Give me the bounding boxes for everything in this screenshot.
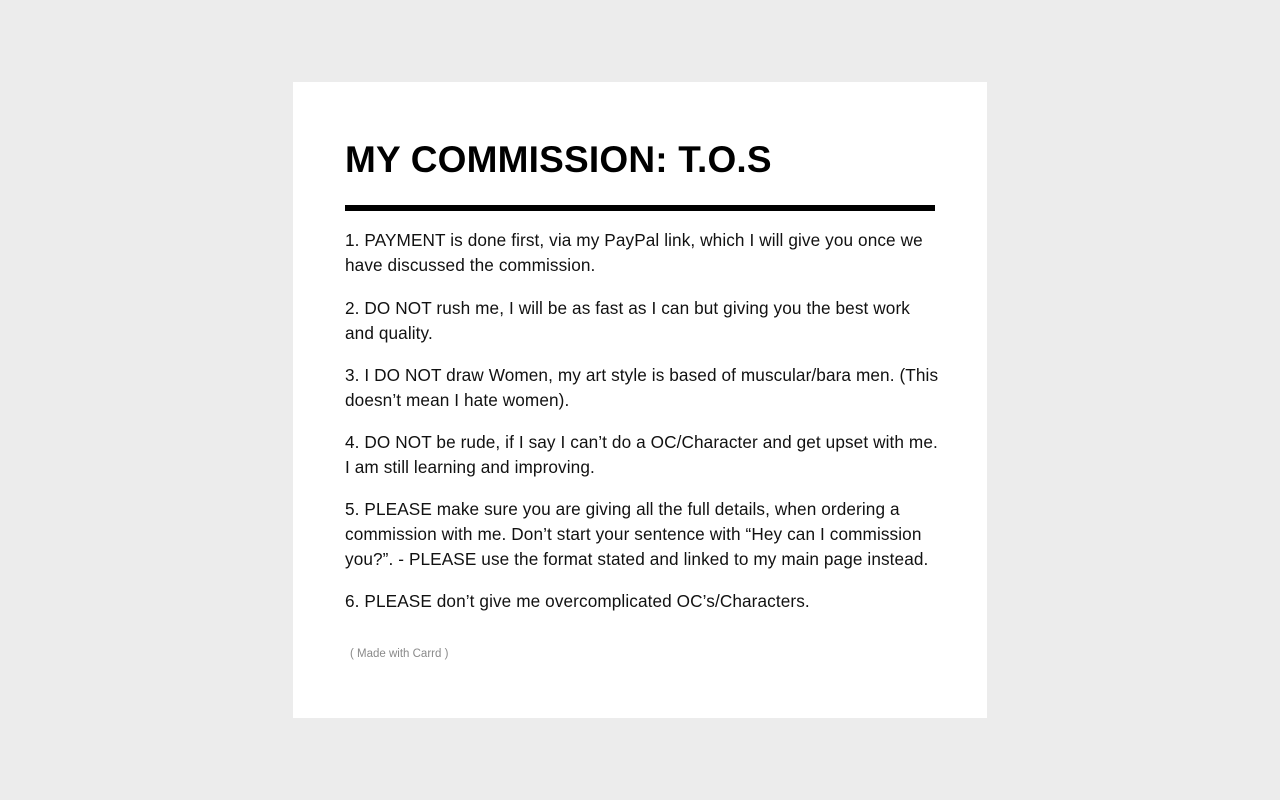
title-divider (345, 205, 935, 211)
content-card (293, 82, 987, 718)
made-with-carrd-link[interactable]: ( Made with Carrd ) (350, 648, 449, 660)
term-item-1: 1. PAYMENT is done first, via my PayPal link, which I will give you once we have discussed the commission. (345, 230, 923, 275)
term-item-2: 2. DO NOT rush me, I will be as fast as I can but giving you the best work and quality. (345, 298, 910, 343)
term-item-5: 5. PLEASE make sure you are giving all the full details, when ordering a commission with me. Don’t start your sentence with “Hey can I commission you?”. - PLEASE use the format stated and linked to my main page instead. (345, 499, 929, 569)
term-item-6: 6. PLEASE don’t give me overcomplicated OC’s/Characters. (345, 591, 810, 611)
term-item-4: 4. DO NOT be rude, if I say I can’t do a OC/Character and get upset with me. I am still learning and improving. (345, 432, 938, 477)
term-item-3: 3. I DO NOT draw Women, my art style is based of muscular/bara men. (This doesn’t mean I hate women). (345, 365, 939, 410)
terms-list (345, 228, 941, 631)
page-title: MY COMMISSION: T.O.S (345, 139, 772, 180)
